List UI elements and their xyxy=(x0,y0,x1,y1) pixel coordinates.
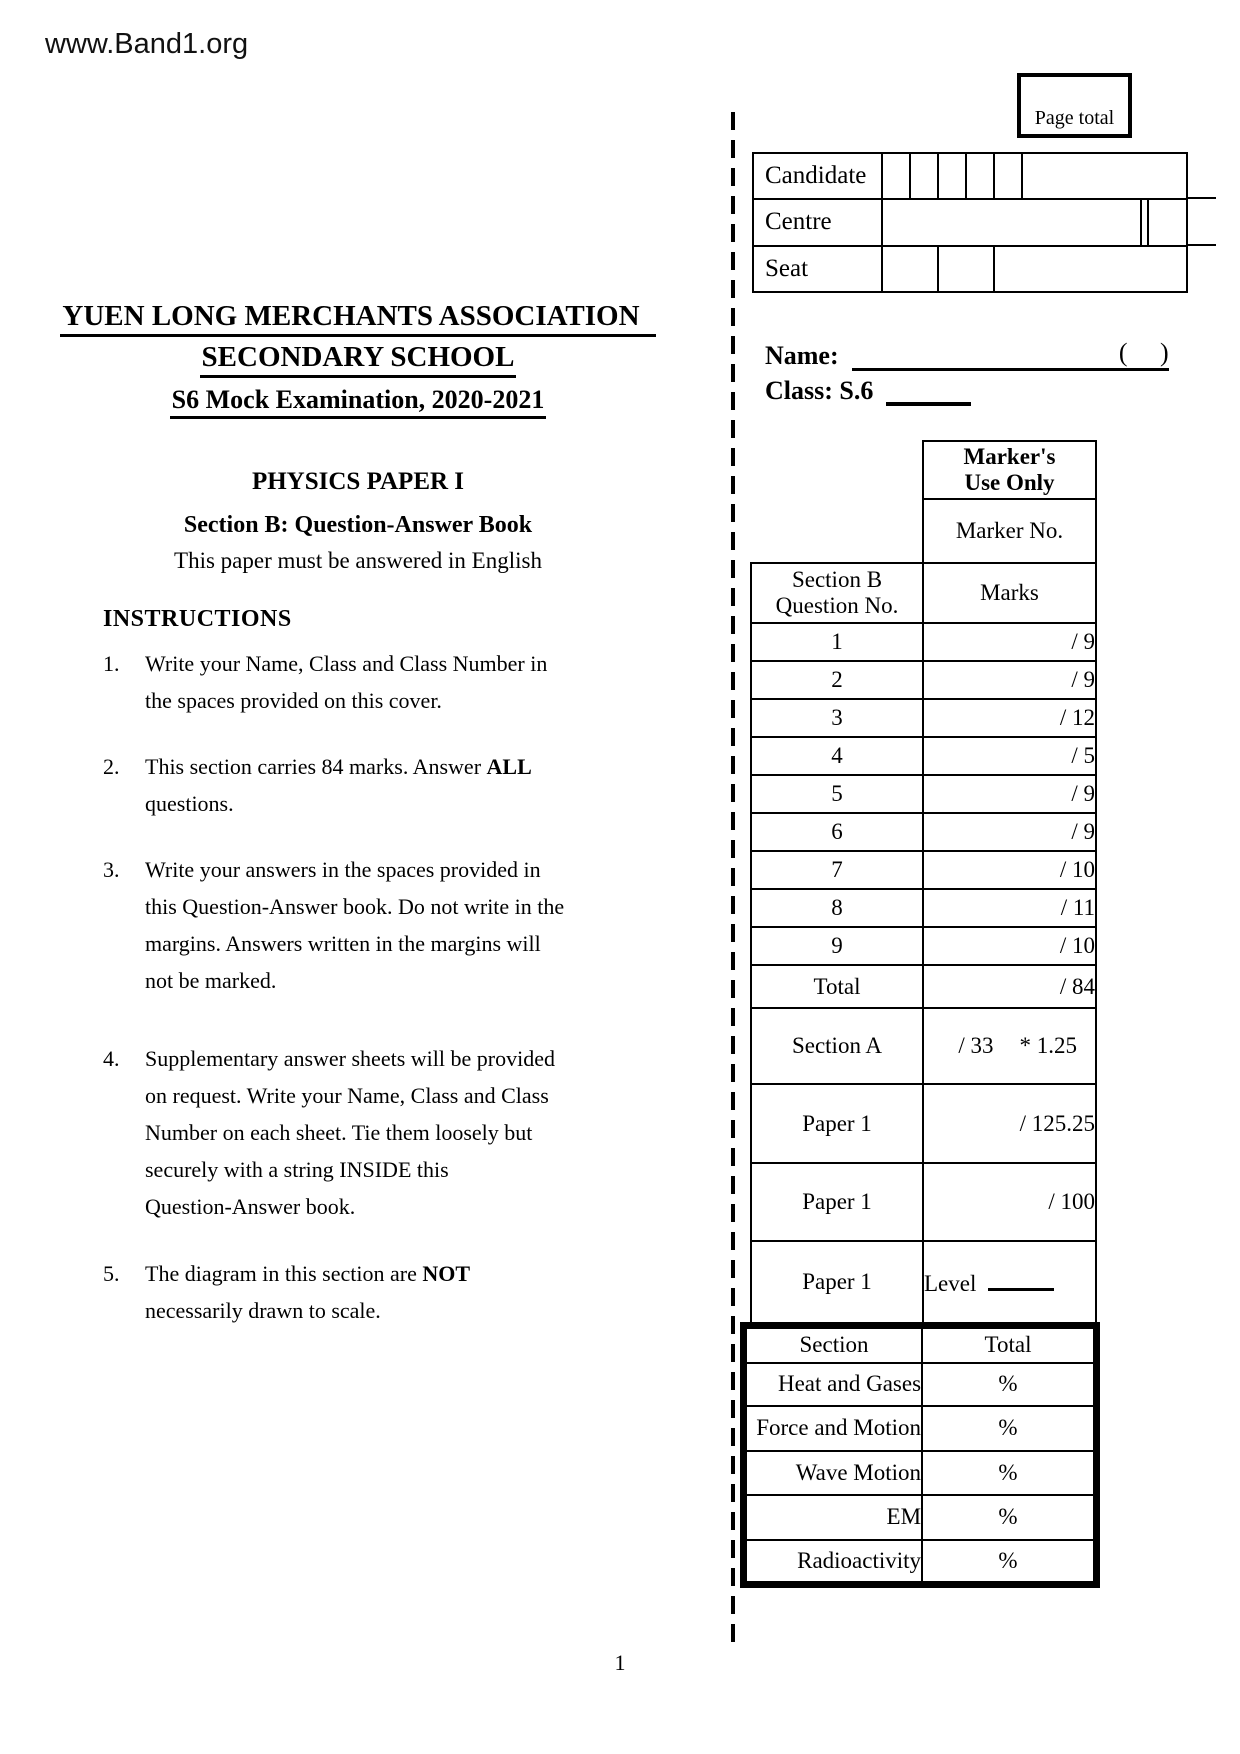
marks-cell[interactable]: / 9 xyxy=(923,623,1096,661)
marks-cell[interactable]: / 9 xyxy=(923,661,1096,699)
topic-label: EM xyxy=(744,1495,923,1540)
name-input-line[interactable] xyxy=(852,338,1169,371)
question-no-header: Section B Question No. xyxy=(751,563,923,623)
instruction-item-1 xyxy=(103,645,547,719)
candidate-info-table xyxy=(752,152,1188,293)
topic-percent-cell[interactable]: % xyxy=(922,1540,1096,1585)
empty-spacer-cell xyxy=(751,441,923,499)
section-a-label: Section A xyxy=(751,1008,923,1084)
topic-percent-cell[interactable]: % xyxy=(922,1406,1096,1451)
class-field-row xyxy=(765,376,971,406)
paper1-label: Paper 1 xyxy=(751,1084,923,1163)
level-label: Level xyxy=(924,1270,977,1296)
title-block xyxy=(40,300,676,419)
name-field-row xyxy=(765,338,1169,371)
section-column-header: Section xyxy=(744,1326,923,1363)
section-a-marks-cell[interactable]: / 33 * 1.25 xyxy=(923,1008,1096,1084)
item-text: The diagram in this section are NOT necessarily drawn to scale. xyxy=(145,1261,471,1323)
table-row-centre xyxy=(754,200,1186,246)
candidate-number-cell[interactable] xyxy=(967,154,995,198)
marker-table xyxy=(750,440,1097,1324)
question-no: 5 xyxy=(751,775,923,813)
candidate-row-label: Candidate xyxy=(754,154,883,198)
seat-number-cell[interactable] xyxy=(939,247,995,291)
seat-number-cell[interactable] xyxy=(883,247,939,291)
marks-cell[interactable]: / 12 xyxy=(923,699,1096,737)
centre-row-label: Centre xyxy=(754,200,883,244)
school-name-line2: SECONDARY SCHOOL xyxy=(40,341,676,378)
level-input-line[interactable] xyxy=(988,1268,1054,1291)
marks-cell[interactable]: / 10 xyxy=(923,927,1096,965)
question-no: 9 xyxy=(751,927,923,965)
section-totals-table xyxy=(740,1322,1100,1588)
seat-row-label: Seat xyxy=(754,247,883,291)
page-number: 1 xyxy=(614,1650,626,1675)
language-note: This paper must be answered in English xyxy=(174,548,542,573)
seat-number-cell-wide[interactable] xyxy=(995,247,1186,291)
marker-no-cell[interactable]: Marker No. xyxy=(923,499,1096,563)
watermark-url: www.Band1.org xyxy=(45,28,249,60)
item-number: 3. xyxy=(103,857,120,882)
item-number: 1. xyxy=(103,651,120,676)
class-number-parens[interactable]: ( ) xyxy=(1118,338,1169,367)
page-total-label: Page total xyxy=(1034,107,1115,129)
item-text: Write your Name, Class and Class Number in the spaces provided on this cover. xyxy=(145,651,548,713)
candidate-number-cell[interactable] xyxy=(883,154,911,198)
candidate-number-cell-wide[interactable] xyxy=(1023,154,1186,198)
marks-cell[interactable]: / 10 xyxy=(923,851,1096,889)
instruction-item-3 xyxy=(103,851,564,999)
paper1-level-cell[interactable] xyxy=(923,1241,1096,1323)
candidate-number-cell[interactable] xyxy=(911,154,939,198)
candidate-number-cell[interactable] xyxy=(995,154,1023,198)
section-subtitle: Section B: Question-Answer Book xyxy=(183,512,533,538)
topic-percent-cell[interactable]: % xyxy=(922,1495,1096,1540)
topic-percent-cell[interactable]: % xyxy=(922,1363,1096,1406)
topic-label: Heat and Gases xyxy=(744,1363,923,1406)
instructions-heading: INSTRUCTIONS xyxy=(103,606,292,632)
school-name-line1: YUEN LONG MERCHANTS ASSOCIATION xyxy=(40,300,676,337)
topic-label: Force and Motion xyxy=(744,1406,923,1451)
marks-cell[interactable]: / 5 xyxy=(923,737,1096,775)
paper1-total-cell[interactable]: / 125.25 xyxy=(923,1084,1096,1163)
table-row-seat xyxy=(754,247,1186,291)
fold-divider-line xyxy=(731,112,735,1650)
empty-spacer-cell xyxy=(751,499,923,563)
item-number: 2. xyxy=(103,754,120,779)
item-number: 4. xyxy=(103,1046,120,1071)
paper1-label: Paper 1 xyxy=(751,1241,923,1323)
page-total-box[interactable] xyxy=(1017,73,1132,138)
row-extension-line xyxy=(1188,197,1216,199)
marks-header: Marks xyxy=(923,563,1096,623)
instruction-item-2 xyxy=(103,748,532,822)
item-text: This section carries 84 marks. Answer ALL questions. xyxy=(145,754,532,816)
marks-cell[interactable]: / 9 xyxy=(923,813,1096,851)
class-label: Class: S.6 xyxy=(765,376,874,405)
topic-label: Wave Motion xyxy=(744,1451,923,1495)
marks-cell[interactable]: / 11 xyxy=(923,889,1096,927)
centre-number-cell-end[interactable] xyxy=(1149,200,1186,244)
question-no: 7 xyxy=(751,851,923,889)
question-no: 8 xyxy=(751,889,923,927)
instruction-item-4 xyxy=(103,1040,555,1225)
exam-title: S6 Mock Examination, 2020-2021 xyxy=(40,385,676,419)
total-row-label: Total xyxy=(751,965,923,1008)
item-text: Supplementary answer sheets will be provided on request. Write your Name, Class and Class Number on each sheet. Tie them loosely but securely with a string INSIDE this Question-Answer book. xyxy=(145,1046,555,1219)
table-row-candidate xyxy=(754,154,1186,200)
centre-number-cell[interactable] xyxy=(883,200,1142,244)
item-number: 5. xyxy=(103,1261,120,1286)
paper-title: PHYSICS PAPER I xyxy=(251,468,465,495)
instruction-item-5 xyxy=(103,1255,470,1329)
markers-use-only-header: Marker's Use Only xyxy=(923,441,1096,499)
question-no: 2 xyxy=(751,661,923,699)
marks-cell[interactable]: / 9 xyxy=(923,775,1096,813)
paper1-scaled-cell[interactable]: / 100 xyxy=(923,1163,1096,1241)
question-no: 3 xyxy=(751,699,923,737)
class-input-line[interactable] xyxy=(886,376,971,406)
total-column-header: Total xyxy=(922,1326,1096,1363)
paper1-label: Paper 1 xyxy=(751,1163,923,1241)
centre-divider-cell[interactable] xyxy=(1142,200,1149,244)
question-no: 4 xyxy=(751,737,923,775)
question-no: 6 xyxy=(751,813,923,851)
name-label: Name: xyxy=(765,341,839,370)
total-marks-cell[interactable]: / 84 xyxy=(923,965,1096,1008)
row-extension-line xyxy=(1188,244,1216,246)
topic-label: Radioactivity xyxy=(744,1540,923,1585)
candidate-number-cell[interactable] xyxy=(939,154,967,198)
question-no: 1 xyxy=(751,623,923,661)
topic-percent-cell[interactable]: % xyxy=(922,1451,1096,1495)
item-text: Write your answers in the spaces provided in this Question-Answer book. Do not write in the margins. Answers written in the margins will not be marked. xyxy=(145,857,565,993)
